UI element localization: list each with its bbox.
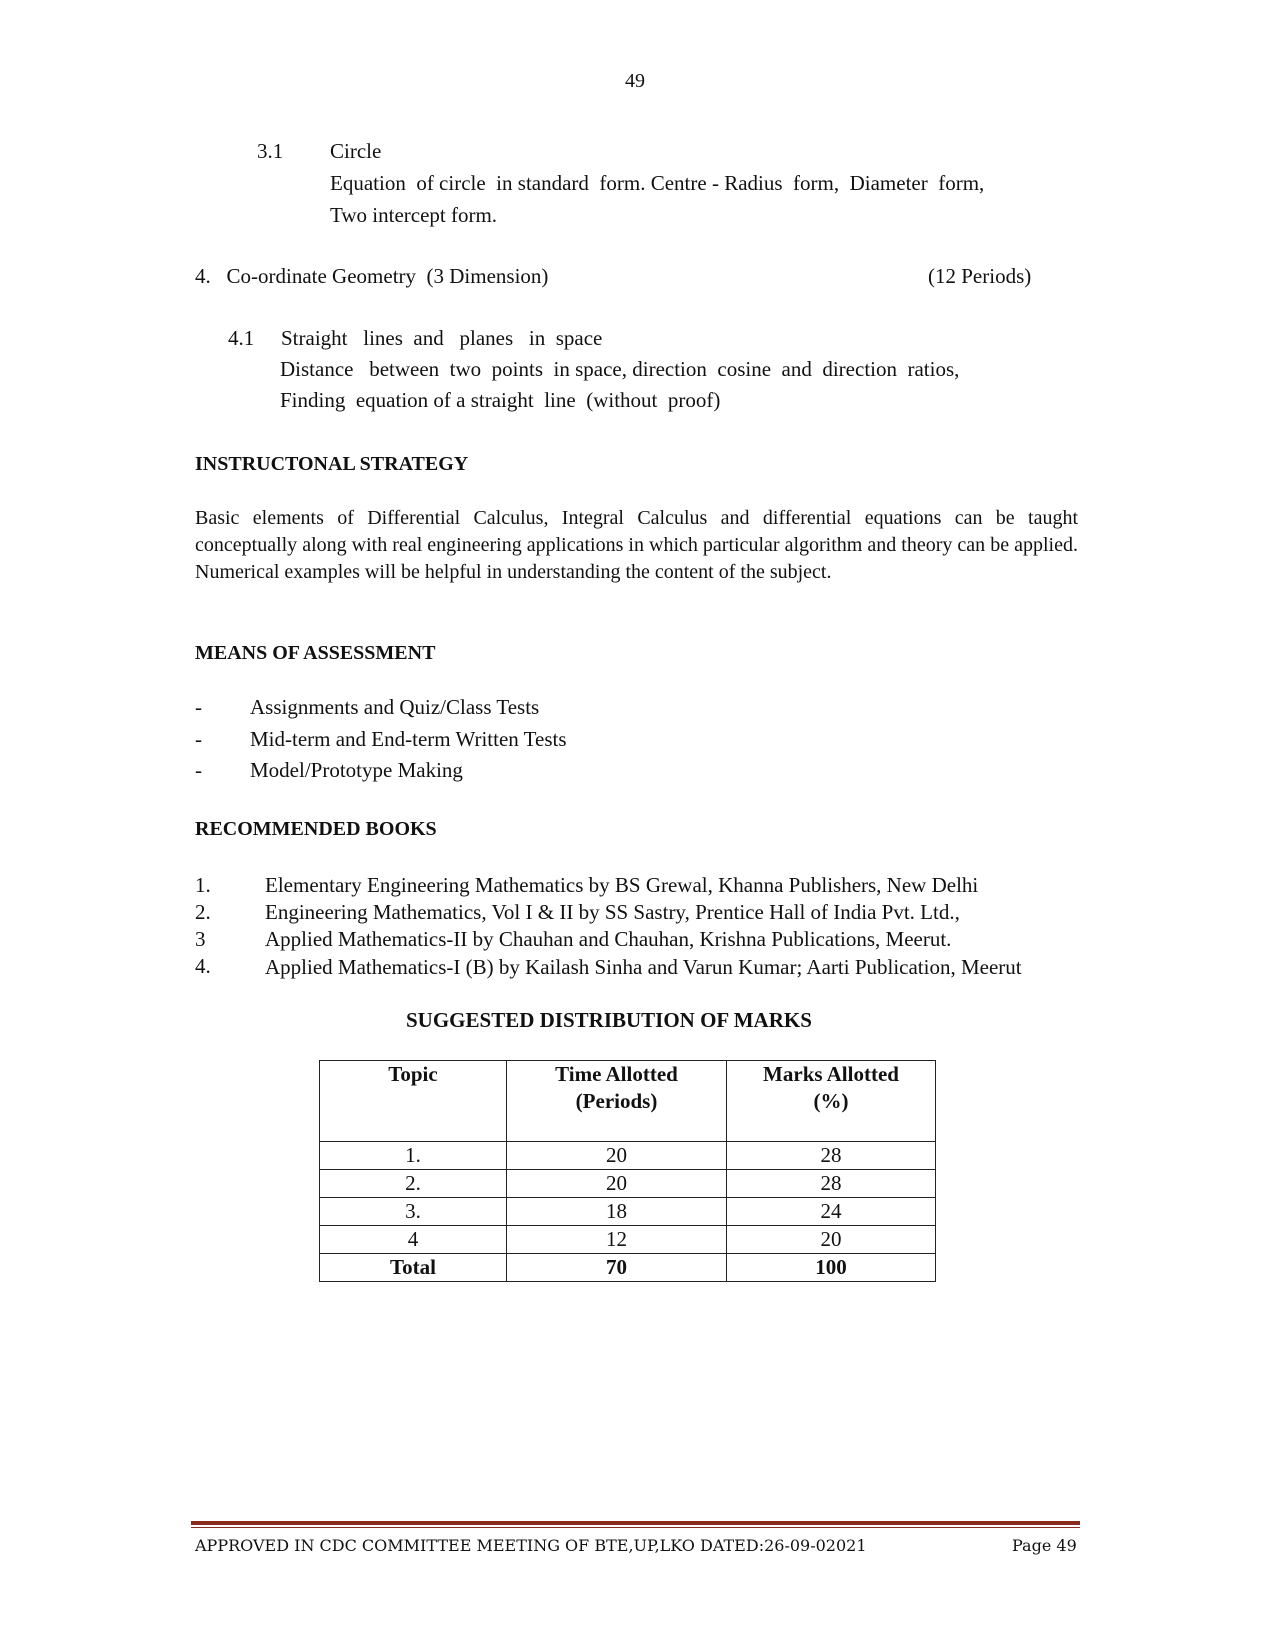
book-item: Elementary Engineering Mathematics by BS Grewal, Khanna Publishers, New Delhi bbox=[265, 873, 979, 897]
cell-marks: 20 bbox=[727, 1226, 936, 1254]
section-3-1-number: 3.1 bbox=[257, 139, 284, 163]
cell-topic: 4 bbox=[320, 1226, 507, 1254]
assessment-item-bullet: - bbox=[195, 695, 202, 719]
section-4-title: 4. Co-ordinate Geometry (3 Dimension) bbox=[195, 264, 549, 288]
cell-time: 20 bbox=[507, 1142, 727, 1170]
total-marks: 100 bbox=[727, 1254, 936, 1282]
header-marks bbox=[727, 1061, 936, 1142]
cell-time: 12 bbox=[507, 1226, 727, 1254]
book-number: 3 bbox=[195, 927, 206, 951]
header-time bbox=[507, 1061, 727, 1142]
footer-page-number: Page 49 bbox=[1012, 1536, 1077, 1555]
book-number: 4. bbox=[195, 954, 211, 978]
section-4-1-number: 4.1 bbox=[228, 326, 255, 350]
section-4-1-body-line2: Finding equation of a straight line (without proof) bbox=[280, 388, 721, 412]
book-item: Engineering Mathematics, Vol I & II by SS Sastry, Prentice Hall of India Pvt. Ltd., bbox=[265, 900, 960, 924]
instructional-strategy-heading: INSTRUCTONAL STRATEGY bbox=[195, 453, 469, 475]
header-time-line1: Time Allotted bbox=[555, 1062, 678, 1086]
assessment-item: Assignments and Quiz/Class Tests bbox=[250, 695, 540, 719]
header-topic bbox=[320, 1061, 507, 1142]
books-heading: RECOMMENDED BOOKS bbox=[195, 818, 437, 840]
section-4-periods: (12 Periods) bbox=[928, 264, 1032, 288]
header-marks-line1: Marks Allotted bbox=[763, 1062, 899, 1086]
total-label: Total bbox=[320, 1254, 507, 1282]
section-3-1-body-line1: Equation of circle in standard form. Centre - Radius form, Diameter form, bbox=[330, 171, 985, 195]
total-time: 70 bbox=[507, 1254, 727, 1282]
footer-rule-thin bbox=[191, 1527, 1080, 1528]
book-number: 1. bbox=[195, 873, 211, 897]
book-item: Applied Mathematics-I (B) by Kailash Sinha and Varun Kumar; Aarti Publication, Meerut bbox=[265, 955, 1022, 979]
section-3-1-body-line2: Two intercept form. bbox=[330, 203, 498, 227]
table-row bbox=[320, 1170, 936, 1198]
footer-rule-thick bbox=[191, 1521, 1080, 1525]
section-4-1-title: Straight lines and planes in space bbox=[281, 326, 603, 350]
marks-table bbox=[319, 1060, 936, 1282]
book-number: 2. bbox=[195, 900, 211, 924]
assessment-item: Mid-term and End-term Written Tests bbox=[250, 727, 567, 751]
cell-marks: 24 bbox=[727, 1198, 936, 1226]
instructional-strategy-body: Basic elements of Differential Calculus, Integral Calculus and differential equations can be taught conceptually along with real engineering applications in which particular algorithm and theory can be applied. Numerical examples will be helpful in understanding the content of the subject. bbox=[195, 507, 1078, 583]
table-total-row bbox=[320, 1254, 936, 1282]
table-row bbox=[320, 1198, 936, 1226]
section-3-1-title: Circle bbox=[330, 139, 382, 163]
table-header-row bbox=[320, 1061, 936, 1142]
header-topic-label: Topic bbox=[388, 1062, 438, 1086]
assessment-item: Model/Prototype Making bbox=[250, 758, 463, 782]
footer-approval-text: APPROVED IN CDC COMMITTEE MEETING OF BTE,UP,LKO DATED:26-09-02021 bbox=[195, 1536, 867, 1555]
section-4-1-body-line1: Distance between two points in space, direction cosine and direction ratios, bbox=[280, 357, 960, 381]
cell-time: 20 bbox=[507, 1170, 727, 1198]
cell-topic: 3. bbox=[320, 1198, 507, 1226]
distribution-heading: SUGGESTED DISTRIBUTION OF MARKS bbox=[406, 1008, 812, 1032]
assessment-item-bullet: - bbox=[195, 727, 202, 751]
cell-time: 18 bbox=[507, 1198, 727, 1226]
cell-marks: 28 bbox=[727, 1170, 936, 1198]
assessment-item-bullet: - bbox=[195, 758, 202, 782]
table-row bbox=[320, 1226, 936, 1254]
table-row bbox=[320, 1142, 936, 1170]
header-marks-line2: (%) bbox=[813, 1089, 849, 1113]
header-time-line2: (Periods) bbox=[575, 1089, 658, 1113]
cell-topic: 1. bbox=[320, 1142, 507, 1170]
cell-marks: 28 bbox=[727, 1142, 936, 1170]
book-item: Applied Mathematics-II by Chauhan and Chauhan, Krishna Publications, Meerut. bbox=[265, 927, 952, 951]
assessment-heading: MEANS OF ASSESSMENT bbox=[195, 642, 436, 664]
cell-topic: 2. bbox=[320, 1170, 507, 1198]
page-number-top: 49 bbox=[625, 70, 645, 92]
